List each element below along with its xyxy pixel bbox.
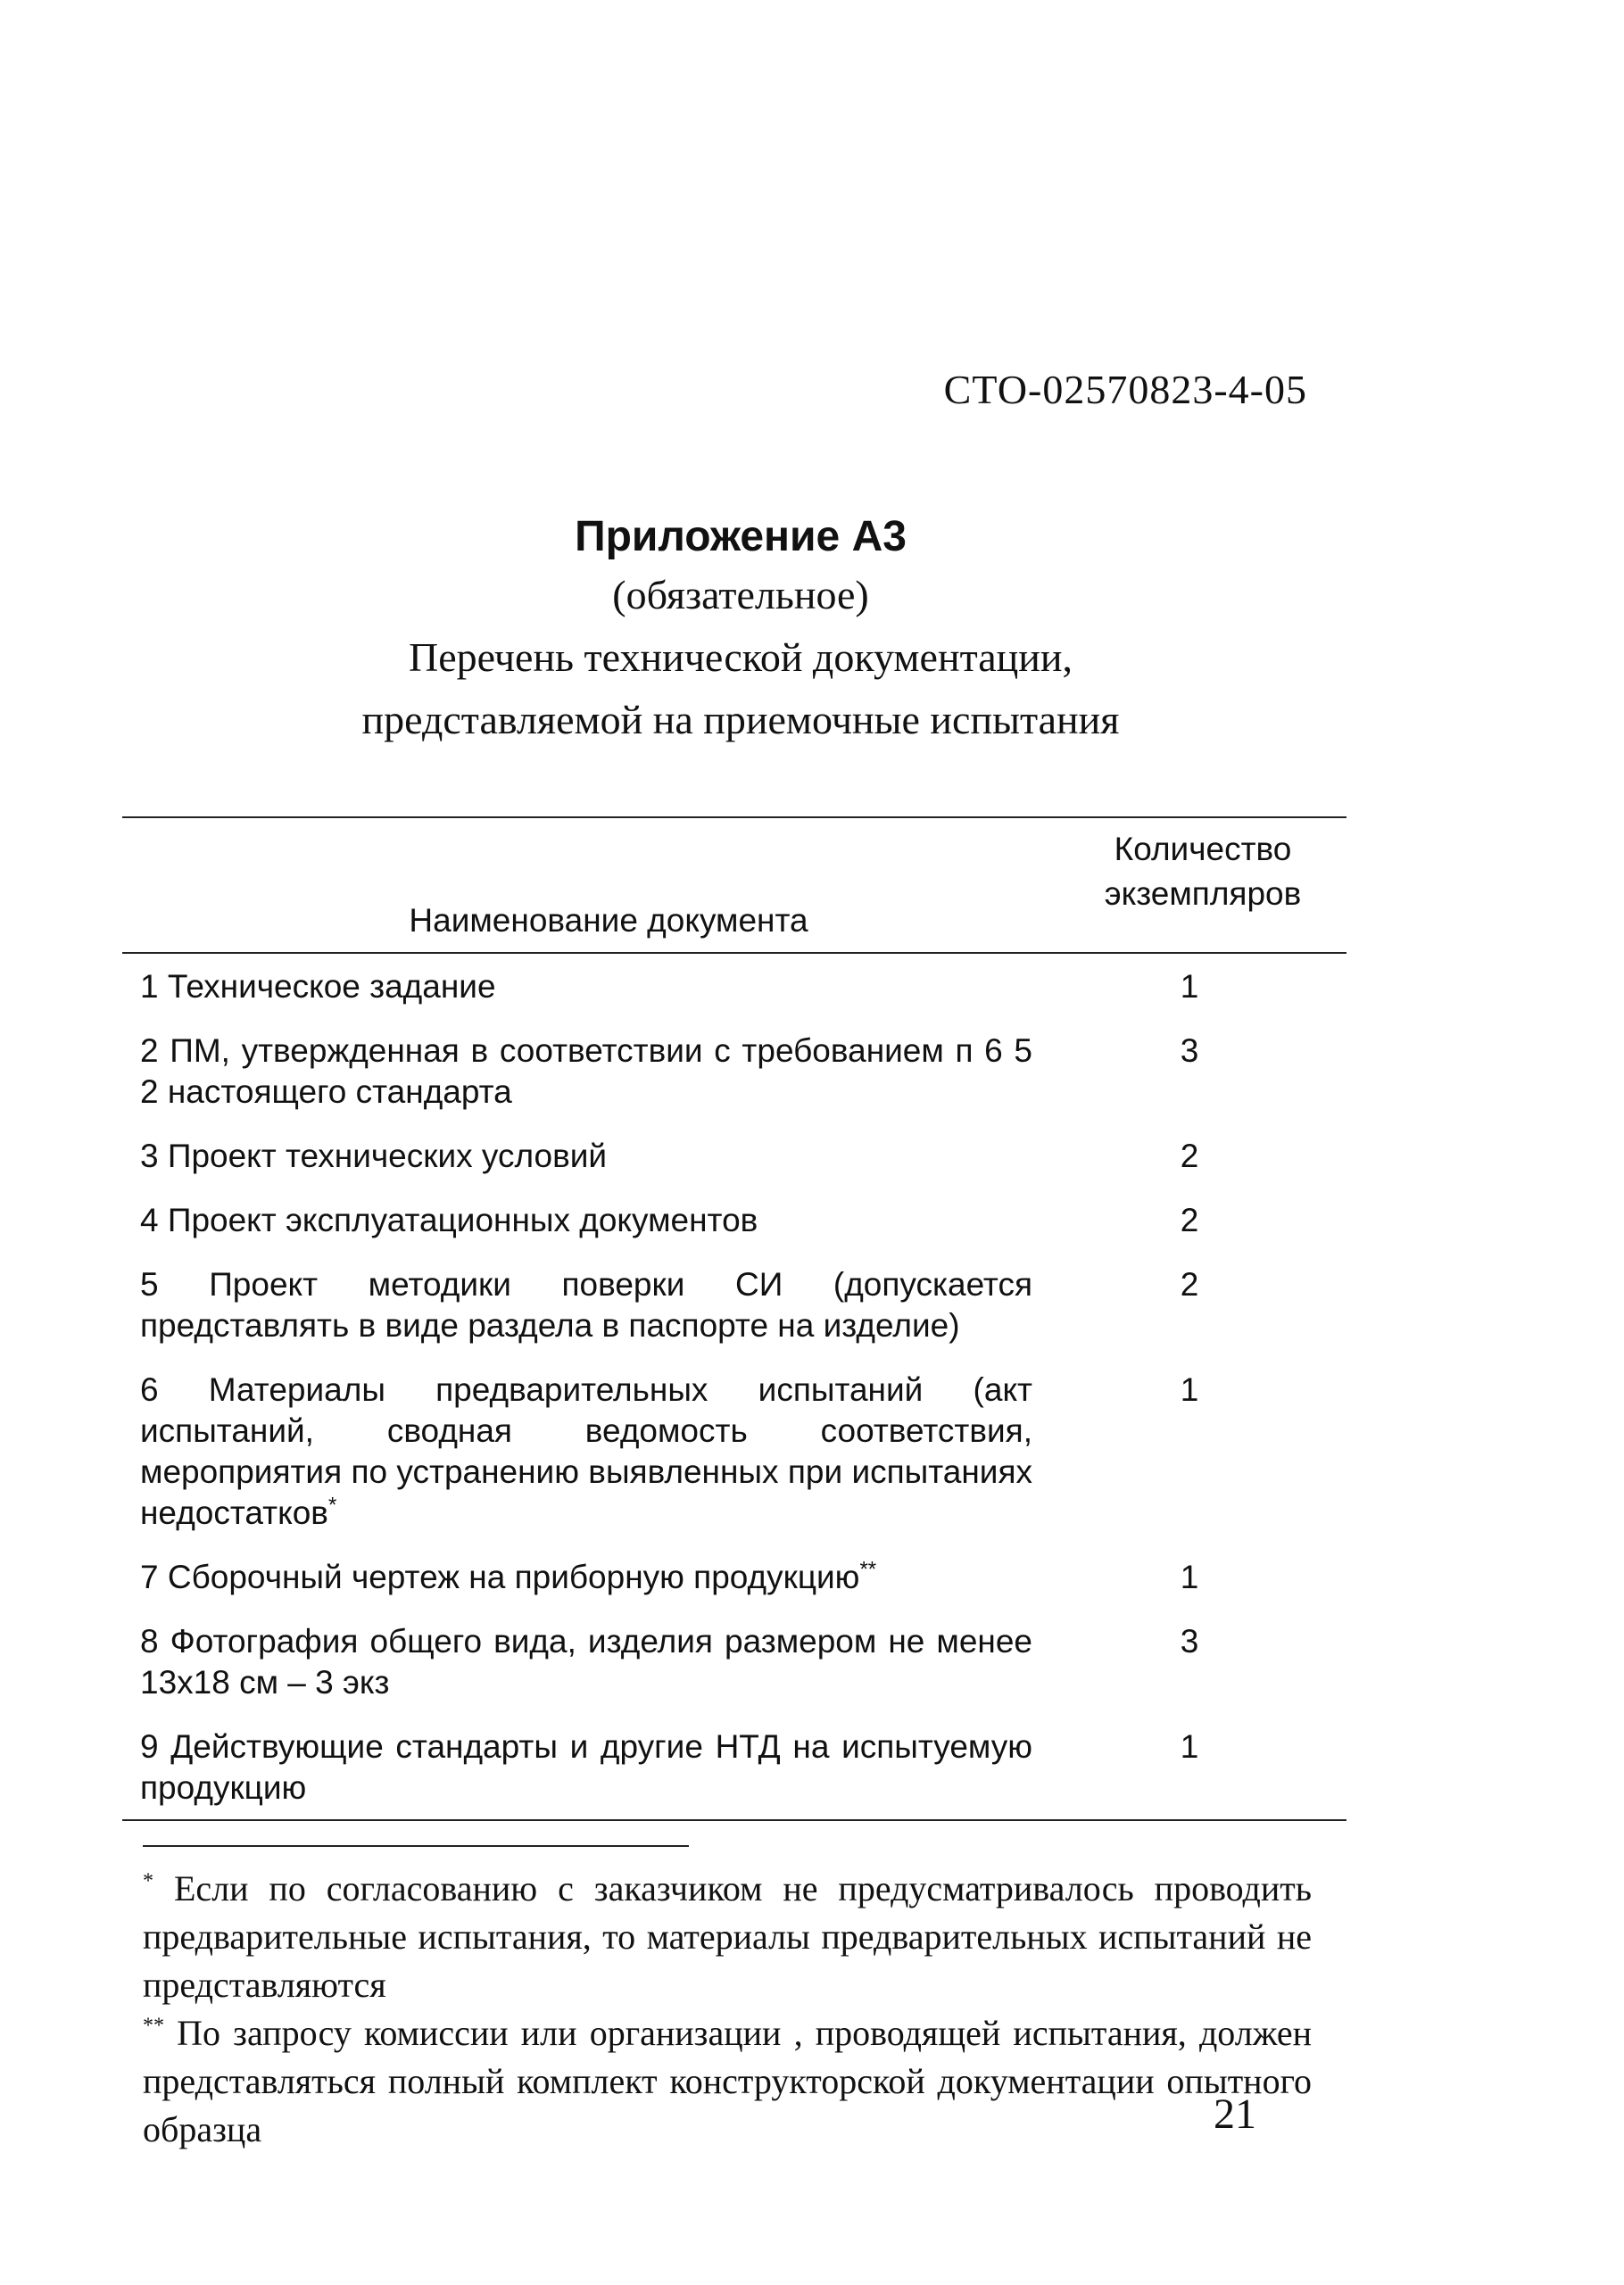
footnote-1-text: Если по согласованию с заказчиком не предусматривалось проводить предварительные испытания, то материалы предварительных испытаний не представляются (143, 1868, 1313, 2005)
footnote-reference-mark: ** (859, 1557, 877, 1582)
copies-count: 2 (1180, 1202, 1199, 1238)
document-code: СТО-02570823-4-05 (943, 367, 1307, 412)
copies-count: 1 (1180, 1728, 1199, 1765)
document-name-text: 1 Техническое задание (140, 968, 496, 1005)
copies-count: 2 (1180, 1138, 1199, 1174)
column-header-name: Наименование документа (409, 902, 808, 939)
copies-count: 3 (1180, 1623, 1199, 1660)
appendix-heading-line-2: представляемой на приемочные испытания (361, 697, 1120, 742)
document-name (122, 1557, 1032, 1598)
document-name (122, 1136, 1032, 1177)
document-name (122, 1621, 1032, 1703)
footnotes (143, 1865, 1312, 2154)
footnote-2 (143, 2009, 1312, 2154)
document-name-text: 7 Сборочный чертеж на приборную продукцию (140, 1559, 860, 1595)
copies-count: 1 (1180, 1559, 1199, 1595)
table-row (122, 954, 1346, 1018)
footnote-reference-mark: * (327, 1493, 337, 1518)
copies-count: 1 (1180, 968, 1199, 1005)
title-block (268, 510, 1214, 751)
column-header-quantity (1059, 818, 1346, 952)
table-header (122, 818, 1346, 954)
table-body (122, 954, 1346, 1819)
page-number: 21 (1214, 2090, 1256, 2138)
table-row (122, 1544, 1346, 1609)
document-name-text: 2 ПМ, утвержденная в соответствии с требованием п 6 5 2 настоящего стандарта (140, 1032, 1032, 1110)
document-name (122, 1031, 1032, 1113)
table-row (122, 1123, 1346, 1188)
document-name-text: 5 Проект методики поверки СИ (допускается представлять в виде раздела в паспорте на изделие) (140, 1266, 1032, 1344)
table-row (122, 1714, 1346, 1819)
copies-count: 2 (1180, 1266, 1199, 1303)
document-name (122, 1726, 1032, 1809)
appendix-status: (обязательное) (612, 572, 869, 617)
footnote-2-text: По запросу комиссии или организации , проводящей испытания, должен представляться полный комплект конструкторской документации опытного образца (143, 2013, 1313, 2149)
appendix-heading-line-1: Перечень технической документации, (408, 634, 1073, 680)
footnote-1 (143, 1865, 1312, 2009)
document-name-text: 9 Действующие стандарты и другие НТД на испытуемую продукцию (140, 1728, 1032, 1806)
document-name (122, 966, 1032, 1007)
table-row (122, 1609, 1346, 1714)
footnote-1-mark: * (143, 1869, 153, 1893)
document-name-text: 4 Проект эксплуатационных документов (140, 1202, 758, 1238)
copies-count: 1 (1180, 1371, 1199, 1408)
document-name (122, 1264, 1032, 1346)
table-row (122, 1252, 1346, 1357)
table-row (122, 1018, 1346, 1123)
appendix-title: Приложение А3 (575, 513, 907, 560)
column-header-quantity-line-1: Количество (1114, 831, 1292, 867)
table-row (122, 1357, 1346, 1544)
footnote-2-mark: ** (143, 2014, 164, 2038)
table-row (122, 1188, 1346, 1252)
footnote-separator (143, 1845, 689, 1847)
document-name-text: 8 Фотография общего вида, изделия размером не менее 13х18 см – 3 экз (140, 1623, 1032, 1701)
document-name (122, 1370, 1032, 1534)
column-header-quantity-line-2: экземпляров (1104, 875, 1302, 912)
document-name (122, 1200, 1032, 1241)
documents-table (122, 816, 1346, 1821)
copies-count: 3 (1180, 1032, 1199, 1069)
document-name-text: 6 Материалы предварительных испытаний (акт испытаний, сводная ведомость соответствия, мероприятия по устранению выявленных при испытаниях недостатков (140, 1371, 1032, 1531)
document-name-text: 3 Проект технических условий (140, 1138, 608, 1174)
